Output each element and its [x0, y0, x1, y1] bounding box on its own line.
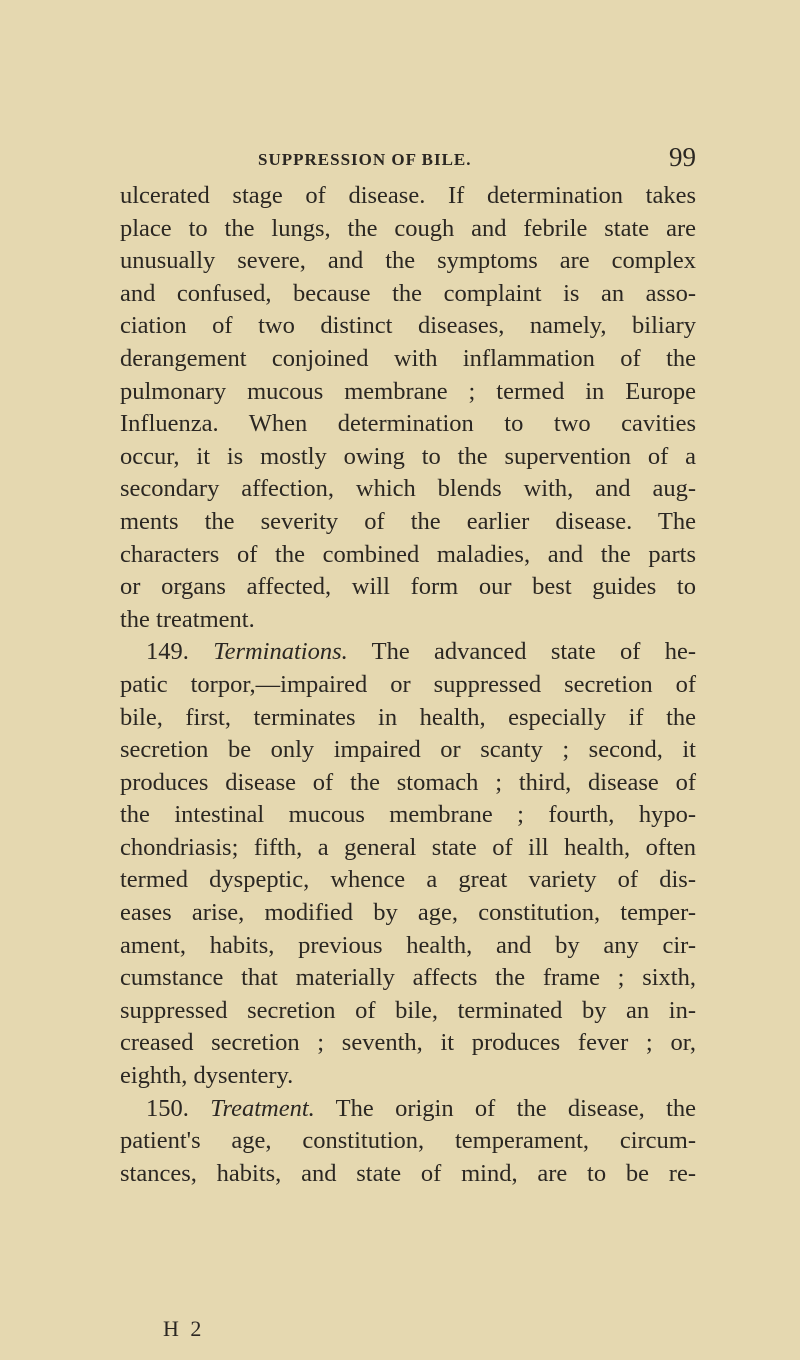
line-text: suppressed secretion of bile, terminated by an in- [120, 996, 696, 1024]
text-line [120, 897, 696, 930]
line-text: patic torpor,—impaired or suppressed secretion of [120, 670, 696, 698]
line-text: secretion be only impaired or scanty ; second, it [120, 736, 696, 764]
line-text: secondary affection, which blends with, and aug- [120, 475, 696, 503]
line-text: creased secretion ; seventh, it produces fever ; or, [120, 1029, 696, 1057]
line-text: eases arise, modified by age, constitution, temper- [120, 899, 696, 927]
text-line [120, 799, 696, 832]
body-text [120, 180, 696, 1190]
running-header [120, 142, 696, 176]
text-line [120, 213, 696, 246]
line-text: pulmonary mucous membrane ; termed in Europe [120, 377, 696, 405]
text-line [120, 310, 696, 343]
line-text: termed dyspeptic, whence a great variety of dis- [120, 866, 696, 894]
line-text: chondriasis; fifth, a general state of ill health, often [120, 833, 696, 861]
line-text: occur, it is mostly owing to the supervention of a [120, 442, 696, 470]
text-line [120, 604, 696, 637]
text-line [120, 343, 696, 376]
text-line [120, 473, 696, 506]
text-line [120, 571, 696, 604]
line-text: ulcerated stage of disease. If determination takes [120, 182, 696, 209]
text-line [120, 1093, 696, 1126]
text-line [120, 376, 696, 409]
line-text: the intestinal mucous membrane ; fourth, hypo- [120, 801, 696, 829]
text-line [120, 278, 696, 311]
text-line [120, 1060, 696, 1093]
paragraph-number: 150. [146, 1094, 189, 1122]
section-heading: Treatment. [210, 1094, 315, 1122]
text-line [120, 864, 696, 897]
text-line [120, 1027, 696, 1060]
line-text: derangement conjoined with inflammation of the [120, 344, 696, 372]
text-line [120, 636, 696, 669]
text-line [120, 539, 696, 572]
line-text: Influenza. When determination to two cavities [120, 410, 696, 438]
text-line [120, 245, 696, 278]
text-line [120, 1158, 696, 1191]
text-line [120, 962, 696, 995]
line-text: ament, habits, previous health, and by any cir- [120, 931, 696, 959]
line-text: patient's age, constitution, temperament, circum- [120, 1127, 696, 1155]
text-line [120, 408, 696, 441]
signature-mark: H 2 [163, 1316, 205, 1341]
line-text: characters of the combined maladies, and the parts [120, 540, 696, 568]
line-text: bile, first, terminates in health, especially if the [120, 703, 696, 731]
line-text: and confused, because the complaint is an asso- [120, 279, 696, 307]
line-text: produces disease of the stomach ; third, disease of [120, 768, 696, 796]
line-text: cumstance that materially affects the frame ; sixth, [120, 964, 696, 992]
text-line [120, 180, 696, 213]
text-line [120, 832, 696, 865]
page-number: 99 [669, 142, 696, 172]
text-line [120, 1125, 696, 1158]
text-line [120, 767, 696, 800]
line-text: ments the severity of the earlier disease. The [120, 507, 696, 535]
line-text: ciation of two distinct diseases, namely, biliary [120, 312, 696, 340]
line-text: The advanced state of he- [371, 638, 697, 666]
text-line [120, 702, 696, 735]
text-line [120, 506, 696, 539]
line-text: eighth, dysentery. [120, 1062, 294, 1090]
text-line [120, 930, 696, 963]
section-heading: Terminations. [213, 638, 348, 666]
running-title: SUPPRESSION OF BILE. [258, 150, 472, 169]
text-line [120, 669, 696, 702]
line-text: place to the lungs, the cough and febrile state are [120, 214, 696, 242]
text-line [120, 734, 696, 767]
line-text: The origin of the disease, the [335, 1094, 697, 1122]
line-text: stances, habits, and state of mind, are to be re- [120, 1159, 696, 1187]
line-text: or organs affected, will form our best guides to [120, 573, 696, 601]
text-line [120, 995, 696, 1028]
text-line [120, 441, 696, 474]
line-text: the treatment. [120, 605, 255, 633]
line-text: unusually severe, and the symptoms are complex [120, 247, 696, 275]
paragraph-number: 149. [146, 638, 189, 666]
